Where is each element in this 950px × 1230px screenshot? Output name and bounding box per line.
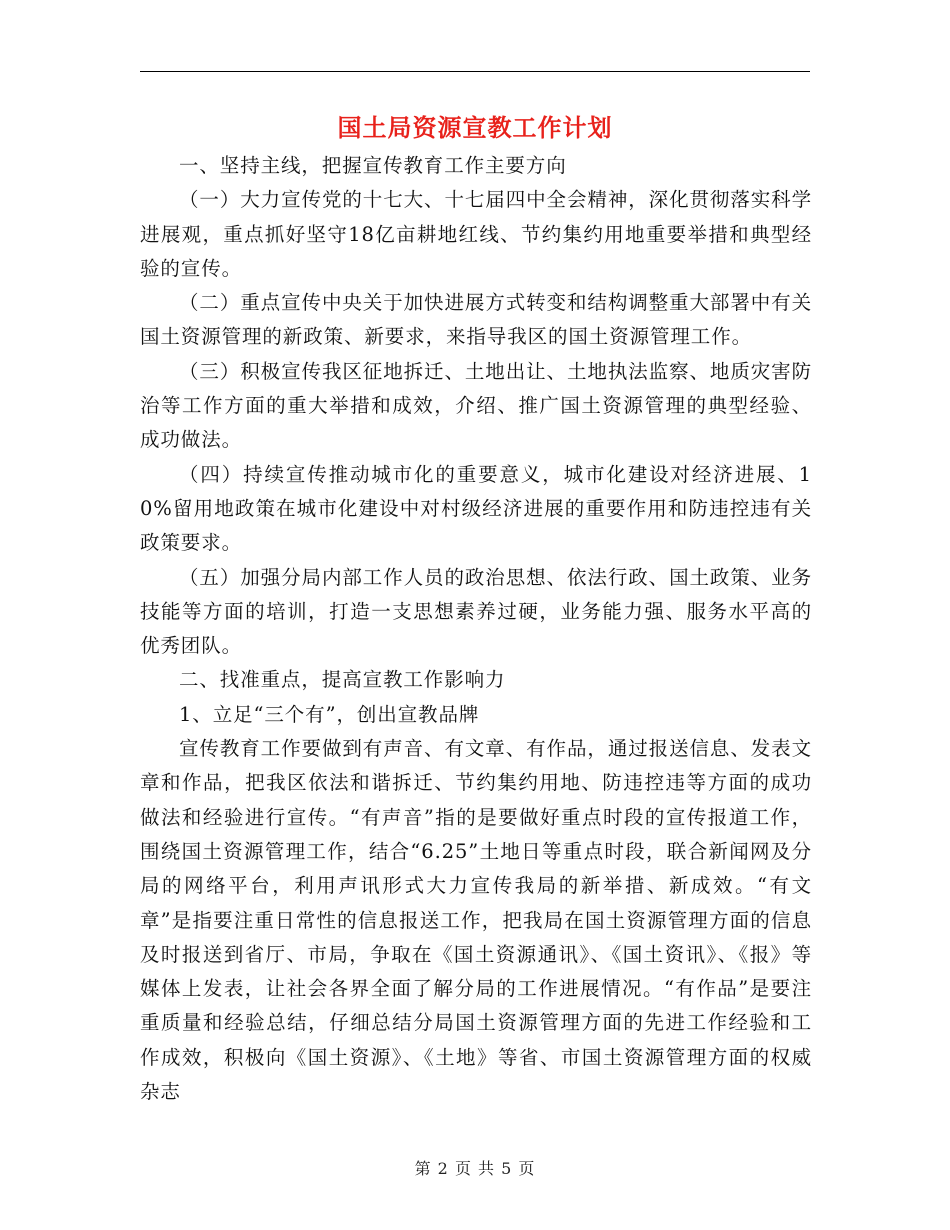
paragraph-item-2: （二）重点宣传中央关于加快进展方式转变和结构调整重大部署中有关国土资源管理的新政策、新要求，来指导我区的国土资源管理工作。 bbox=[140, 291, 812, 349]
section-heading-2: 二、找准重点，提高宣教工作影响力 bbox=[179, 668, 506, 692]
paragraph-item-1: （一）大力宣传党的十七大、十七届四中全会精神，深化贯彻落实科学进展观，重点抓好坚守18亿亩耕地红线、节约集约用地重要举措和典型经验的宣传。 bbox=[140, 188, 812, 280]
subsection-heading-1: 1、立足“三个有”，创出宣教品牌 bbox=[179, 702, 480, 726]
document-body bbox=[140, 149, 812, 1109]
page-number: 第 2 页 共 5 页 bbox=[414, 1159, 536, 1178]
section-heading-1: 一、坚持主线，把握宣传教育工作主要方向 bbox=[179, 154, 567, 177]
paragraph-item-4: （四）持续宣传推动城市化的重要意义，城市化建设对经济进展、10%留用地政策在城市化建设中对村级经济进展的重要作用和防违控违有关政策要求。 bbox=[140, 462, 812, 555]
paragraph-body: 宣传教育工作要做到有声音、有文章、有作品，通过报送信息、发表文章和作品，把我区依法和谐拆迁、节约集约用地、防违控违等方面的成功做法和经验进行宣传。“有声音”指的是要做好重点时段的宣传报道工作，围绕国土资源管理工作，结合“6.25”土地日等重点时段，联合新闻网及分局的网络平台，利用声讯形式大力宣传我局的新举措、新成效。“有文章”是指要注重日常性的信息报送工作，把我局在国土资源管理方面的信息及时报送到省厅、市局，争取在《国土资源通讯》、《国土资讯》、《报》等媒体上发表，让社会各界全面了解分局的工作进展情况。“有作品”是要注重质量和经验总结，仔细总结分局国土资源管理方面的先进工作经验和工作成效，积极向《国土资源》、《土地》等省、市国土资源管理方面的权威杂志 bbox=[140, 737, 812, 1104]
paragraph-item-3: （三）积极宣传我区征地拆迁、土地出让、土地执法监察、地质灾害防治等工作方面的重大举措和成效，介绍、推广国土资源管理的典型经验、成功做法。 bbox=[140, 359, 812, 452]
paragraph-item-5: （五）加强分局内部工作人员的政治思想、依法行政、国土政策、业务技能等方面的培训，打造一支思想素养过硬，业务能力强、服务水平高的优秀团队。 bbox=[140, 565, 812, 658]
header-rule bbox=[140, 71, 810, 72]
document-title: 国土局资源宣教工作计划 bbox=[337, 113, 613, 142]
